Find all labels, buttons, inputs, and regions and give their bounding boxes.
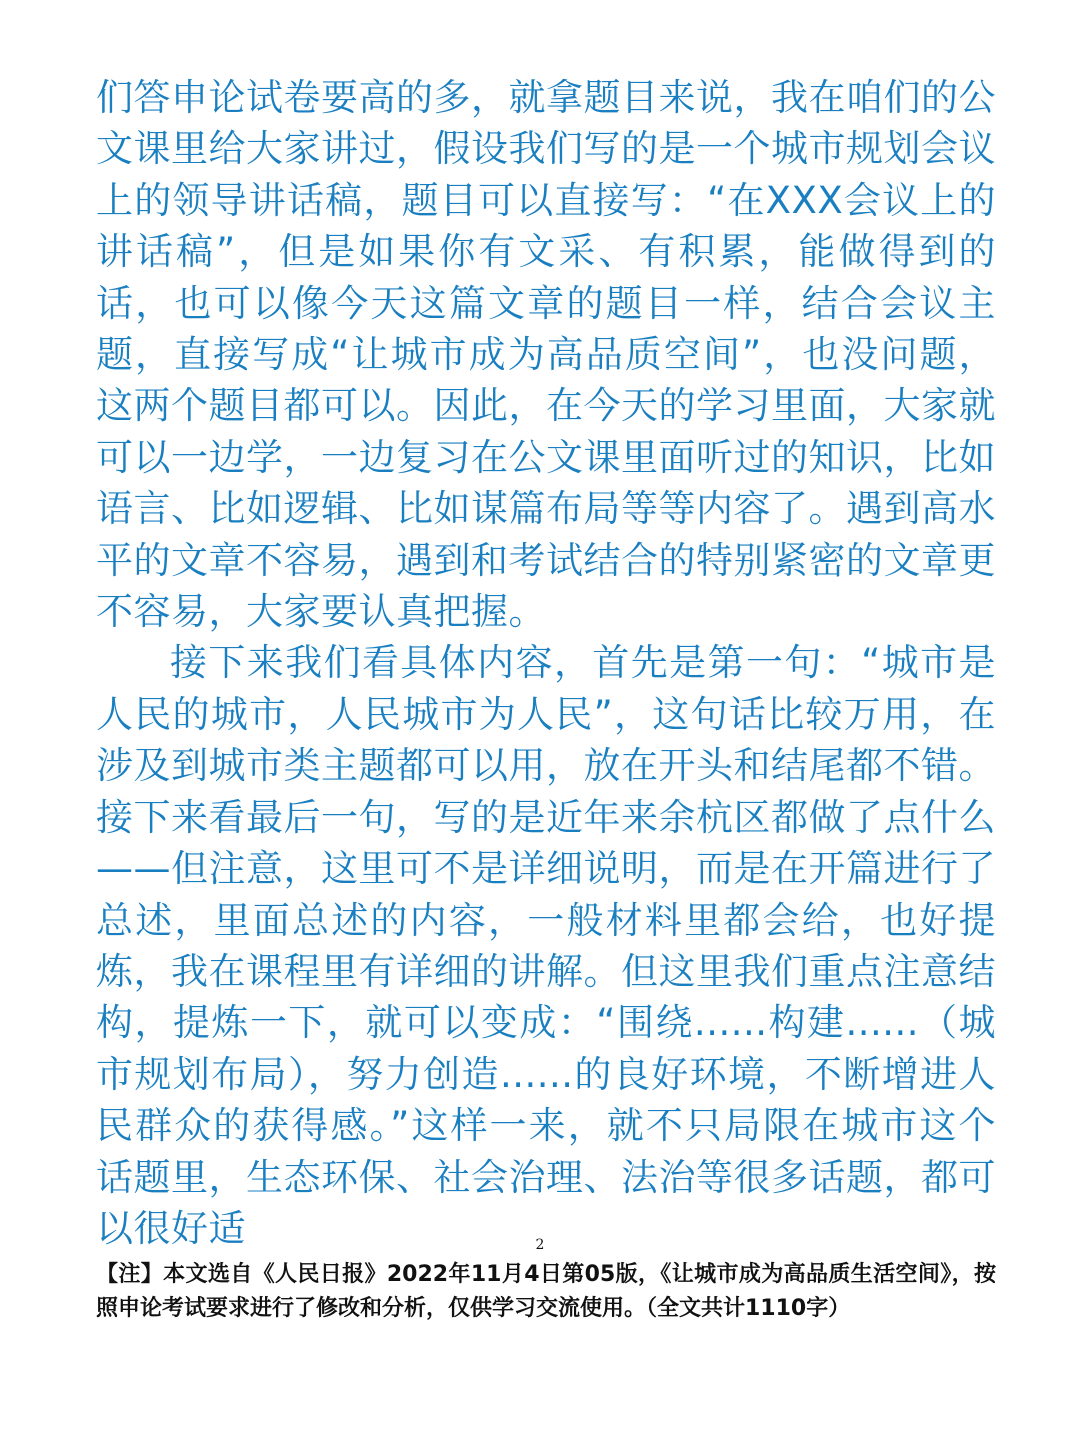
page-number: 2 [535, 1237, 545, 1253]
footnote: 【注】本文选自《人民日报》2022年11月4日第05版，《让城市成为高品质生活空间》，按照申论考试要求进行了修改和分析，仅供学习交流使用。（全文共计1110字） [96, 1262, 996, 1321]
body-text [96, 72, 996, 1254]
paragraph-1: 们答申论试卷要高的多，就拿题目来说，我在咱们的公文课里给大家讲过，假设我们写的是一个城市规划会议上的领导讲话稿，题目可以直接写：“在XXX会议上的讲话稿”，但是如果你有文采、有积累，能做得到的话，也可以像今天这篇文章的题目一样，结合会议主题，直接写成“让城市成为高品质空间”，也没问题，这两个题目都可以。因此，在今天的学习里面，大家就可以一边学，一边复习在公文课里面听过的知识，比如语言、比如逻辑、比如谋篇布局等等内容了。遇到高水平的文章不容易，遇到和考试结合的特别紧密的文章更不容易，大家要认真把握。 [96, 76, 996, 634]
paragraph-2: 接下来我们看具体内容，首先是第一句：“城市是人民的城市，人民城市为人民”，这句话比较万用，在涉及到城市类主题都可以用，放在开头和结尾都不错。接下来看最后一句，写的是近年来余杭区都做了点什么——但注意，这里可不是详细说明，而是在开篇进行了总述，里面总述的内容，一般材料里都会给，也好提炼，我在课程里有详细的讲解。但这里我们重点注意结构，提炼一下，就可以变成：“围绕......构建......（城市规划布局），努力创造......的良好环境，不断增进人民群众的获得感。”这样一来，就不只局限在城市这个话题里，生态环保、社会治理、法治等很多话题，都可以很好适 [96, 641, 996, 1250]
